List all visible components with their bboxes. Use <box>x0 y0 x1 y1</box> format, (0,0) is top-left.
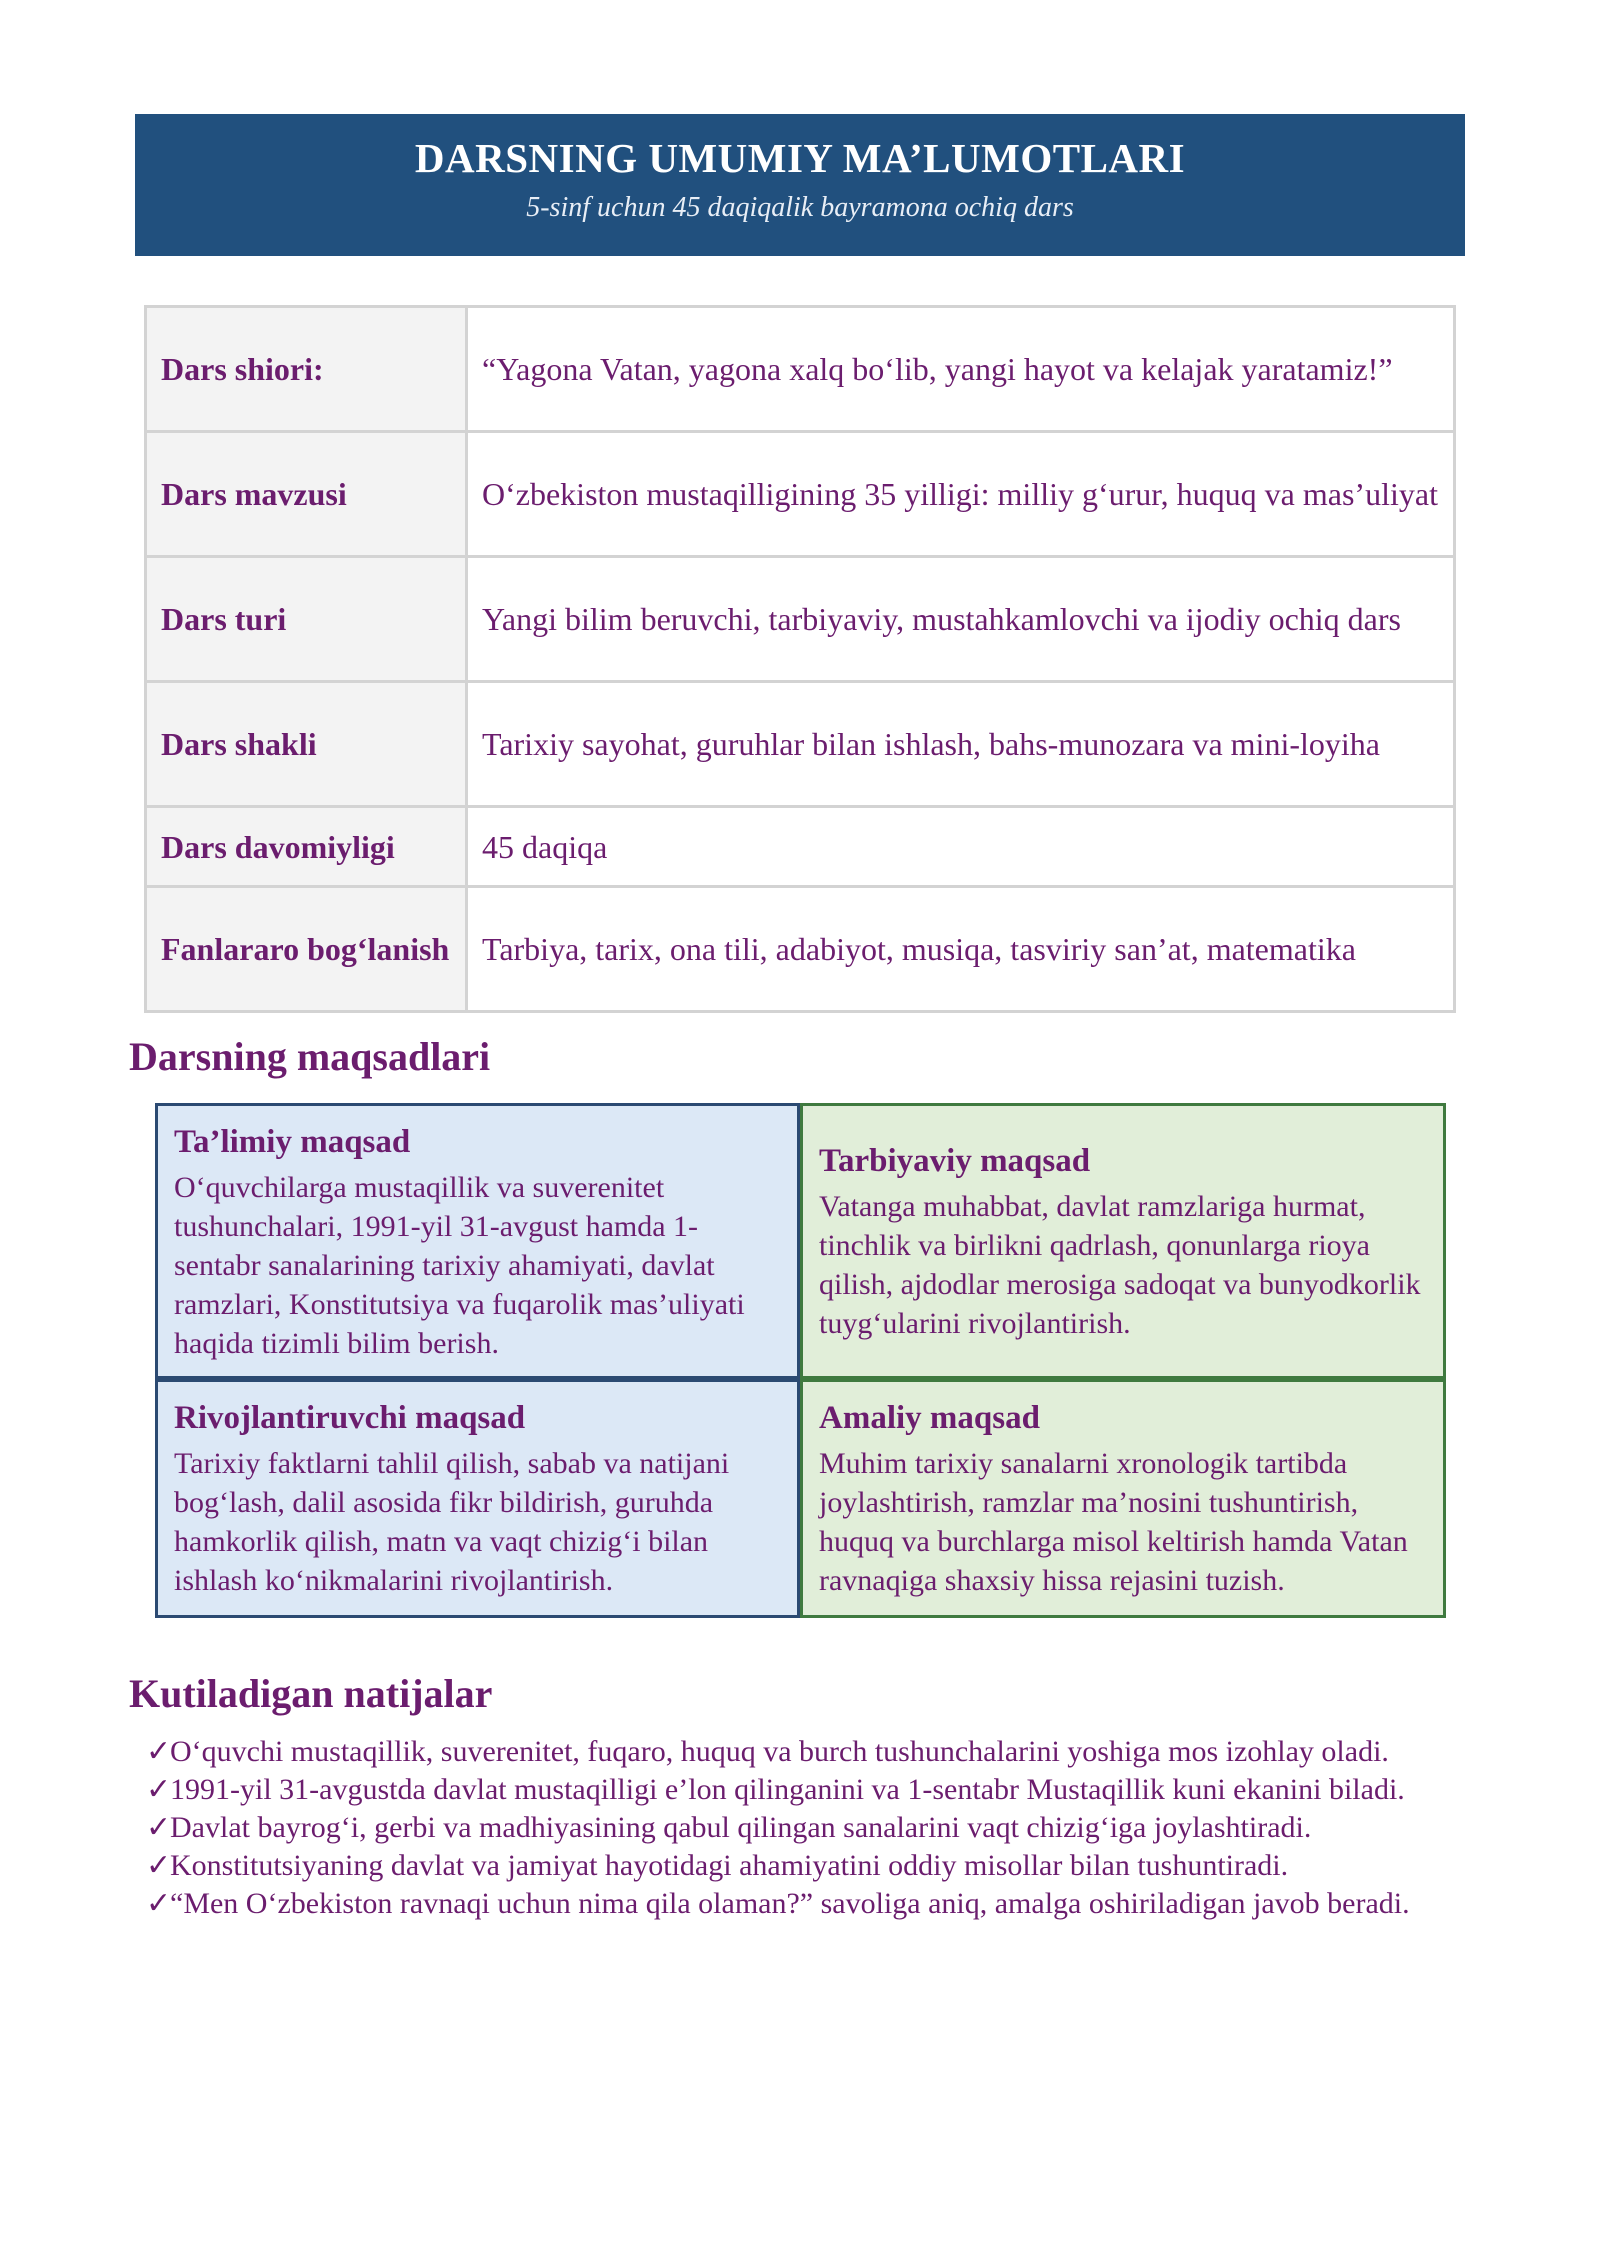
goal-card-developmental <box>155 1379 800 1618</box>
goal-card-educational <box>155 1103 800 1379</box>
info-label: Dars shiori: <box>146 307 467 432</box>
info-row <box>146 432 1455 557</box>
goal-body: Vatanga muhabbat, davlat ramzlariga hurmat, tinchlik va birlikni qadrlash, qonunlarga rioya qilish, ajdodlar merosiga sadoqat va bunyodkorlik tuyg‘ularini rivojlantirish. <box>819 1190 1421 1340</box>
banner-title: DARSNING UMUMIY MA’LUMOTLARI <box>414 135 1186 181</box>
info-row <box>146 887 1455 1012</box>
expected-results-list <box>146 1733 1446 1923</box>
check-mark-icon: ✓ <box>146 1849 172 1882</box>
info-label: Dars mavzusi <box>146 432 467 557</box>
list-item <box>146 1771 1446 1809</box>
list-item <box>146 1809 1446 1847</box>
list-item <box>146 1847 1446 1885</box>
goal-title: Tarbiyaviy maqsad <box>819 1143 1091 1179</box>
header-banner <box>135 114 1465 256</box>
check-mark-icon: ✓ <box>146 1773 172 1806</box>
goal-title: Rivojlantiruvchi maqsad <box>174 1400 526 1436</box>
list-item <box>146 1733 1446 1771</box>
goals-heading: Darsning maqsadlari <box>129 1034 491 1079</box>
info-label: Dars shakli <box>146 682 467 807</box>
goal-body: O‘quvchilarga mustaqillik va suverenitet tushunchalari, 1991-yil 31-avgust hamda 1-sentabr sanalarining tarixiy ahamiyati, davlat ramzlari, Konstitutsiya va fuqarolik mas’uliyati haqida tizimli bilim berish. <box>174 1171 745 1360</box>
info-value: O‘zbekiston mustaqilligining 35 yilligi: milliy g‘urur, huquq va mas’uliyat <box>467 432 1455 557</box>
result-text: “Men O‘zbekiston ravnaqi uchun nima qila olaman?” savoliga aniq, amalga oshiriladigan javob beradi. <box>170 1887 1410 1920</box>
info-value: 45 daqiqa <box>467 807 1455 887</box>
goal-body: Muhim tarixiy sanalarni xronologik tartibda joylashtirish, ramzlar ma’nosini tushuntirish, huquq va burchlarga misol keltirish hamda Vatan ravnaqiga shaxsiy hissa rejasini tuzish. <box>819 1447 1408 1597</box>
result-text: O‘quvchi mustaqillik, suverenitet, fuqaro, huquq va burch tushunchalarini yoshiga mos izohlay oladi. <box>170 1735 1389 1768</box>
info-label: Fanlararo bog‘lanish <box>146 887 467 1012</box>
check-mark-icon: ✓ <box>146 1735 172 1768</box>
info-row <box>146 557 1455 682</box>
goals-grid <box>155 1103 1446 1618</box>
check-mark-icon: ✓ <box>146 1811 172 1844</box>
info-row <box>146 682 1455 807</box>
info-value: Tarbiya, tarix, ona tili, adabiyot, musiqa, tasviriy san’at, matematika <box>467 887 1455 1012</box>
info-label: Dars davomiyligi <box>146 807 467 887</box>
results-heading: Kutiladigan natijalar <box>129 1671 493 1716</box>
info-label: Dars turi <box>146 557 467 682</box>
info-row <box>146 807 1455 887</box>
goal-card-practical <box>800 1379 1446 1618</box>
info-value: Tarixiy sayohat, guruhlar bilan ishlash, bahs-munozara va mini-loyiha <box>467 682 1455 807</box>
info-value: “Yagona Vatan, yagona xalq bo‘lib, yangi hayot va kelajak yaratamiz!” <box>467 307 1455 432</box>
goal-body: Tarixiy faktlarni tahlil qilish, sabab va natijani bog‘lash, dalil asosida fikr bildirish, guruhda hamkorlik qilish, matn va vaqt chizig‘i bilan ishlash ko‘nikmalarini rivojlantirish. <box>174 1447 730 1597</box>
banner-subtitle: 5-sinf uchun 45 daqiqalik bayramona ochiq dars <box>526 192 1074 223</box>
list-item <box>146 1885 1446 1923</box>
result-text: Davlat bayrog‘i, gerbi va madhiyasining qabul qilingan sanalarini vaqt chizig‘iga joylashtiradi. <box>170 1811 1312 1844</box>
goal-card-upbringing <box>800 1103 1446 1379</box>
result-text: 1991-yil 31-avgustda davlat mustaqilligi e’lon qilinganini va 1-sentabr Mustaqillik kuni ekanini biladi. <box>170 1773 1405 1806</box>
lesson-info-table <box>144 305 1456 1013</box>
result-text: Konstitutsiyaning davlat va jamiyat hayotidagi ahamiyatini oddiy misollar bilan tushuntiradi. <box>170 1849 1289 1882</box>
check-mark-icon: ✓ <box>146 1887 172 1920</box>
goal-title: Amaliy maqsad <box>819 1400 1040 1436</box>
goal-title: Ta’limiy maqsad <box>174 1124 411 1160</box>
info-row <box>146 307 1455 432</box>
info-value: Yangi bilim beruvchi, tarbiyaviy, mustahkamlovchi va ijodiy ochiq dars <box>467 557 1455 682</box>
